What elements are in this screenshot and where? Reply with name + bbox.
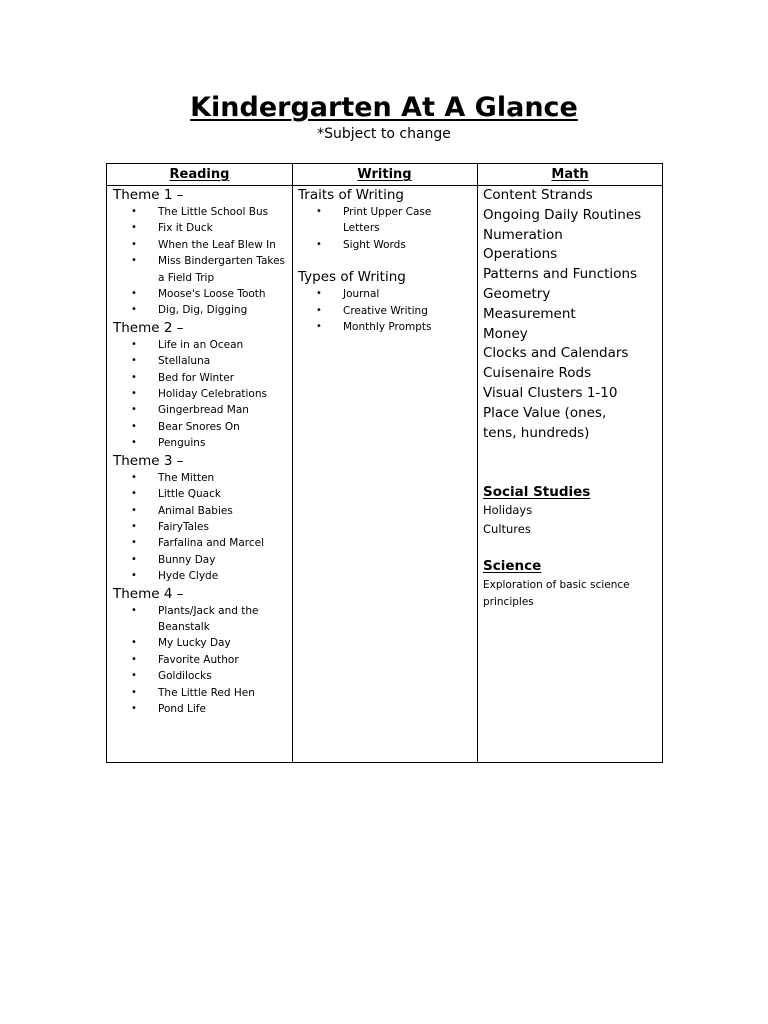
list-item: • The Mitten <box>107 470 291 486</box>
math-item: Money <box>483 325 528 342</box>
reading-theme <box>113 452 291 585</box>
list-item: • Print Upper Case Letters <box>292 204 442 237</box>
reading-theme <box>113 585 291 718</box>
math-item: Clocks and Calendars <box>483 345 629 362</box>
group-label: Traits of Writing <box>298 187 404 203</box>
math-item: Numeration <box>483 226 563 243</box>
math-item: Ongoing Daily Routines <box>483 206 642 223</box>
list-item: • Animal Babies <box>107 503 291 519</box>
social-studies-heading: Social Studies <box>483 484 591 501</box>
list-item: • Bear Snores On <box>107 419 291 435</box>
list-item: • Bed for Winter <box>107 370 291 386</box>
list-item: • My Lucky Day <box>107 635 291 651</box>
theme-label: Theme 2 – <box>113 319 184 336</box>
column-divider-1 <box>292 164 293 762</box>
math-item: Content Strands <box>483 187 593 203</box>
list-item: • Favorite Author <box>107 652 291 668</box>
math-cell <box>483 186 658 610</box>
math-item: Visual Clusters 1-10 <box>483 384 618 401</box>
list-item: • Moose's Loose Tooth <box>107 286 291 302</box>
social-studies-item: Holidays <box>483 503 533 518</box>
header-reading: Reading <box>169 167 230 182</box>
list-item: • Life in an Ocean <box>107 337 291 353</box>
list-item: • Monthly Prompts <box>292 319 476 335</box>
reading-theme <box>113 319 291 452</box>
writing-group <box>298 186 476 253</box>
list-item: • Penguins <box>107 435 291 451</box>
list-item: • Pond Life <box>107 701 291 717</box>
reading-cell <box>113 186 291 717</box>
header-math: Math <box>551 167 589 182</box>
column-divider-2 <box>477 164 478 762</box>
list-item: • Farfalina and Marcel <box>107 535 291 551</box>
list-item: • Hyde Clyde <box>107 568 291 584</box>
science-heading: Science <box>483 558 542 575</box>
list-item: • When the Leaf Blew In <box>107 237 291 253</box>
list-item: • Little Quack <box>107 486 291 502</box>
list-item: • Creative Writing <box>292 303 476 319</box>
list-item: • Sight Words <box>292 237 476 253</box>
header-writing: Writing <box>357 167 412 182</box>
list-item: • Miss Bindergarten Takes a Field Trip <box>107 253 291 286</box>
page-subtitle: *Subject to change <box>317 126 451 142</box>
list-item: • FairyTales <box>107 519 291 535</box>
social-studies-section <box>483 483 658 539</box>
reading-theme <box>113 186 291 319</box>
theme-label: Theme 1 – <box>113 187 184 203</box>
writing-cell <box>298 186 476 335</box>
math-item: Geometry <box>483 285 551 302</box>
math-item: Measurement <box>483 305 576 322</box>
list-item: • The Little School Bus <box>107 204 291 220</box>
theme-label: Theme 4 – <box>113 585 184 602</box>
writing-group <box>298 268 476 335</box>
list-item: • Dig, Dig, Digging <box>107 302 291 318</box>
science-item: Exploration of basic science principles <box>483 579 630 608</box>
group-label: Types of Writing <box>298 269 406 286</box>
science-section <box>483 557 658 610</box>
page-title: Kindergarten At A Glance <box>190 92 578 123</box>
list-item: • Journal <box>292 286 476 302</box>
list-item: • Gingerbread Man <box>107 402 291 418</box>
list-item: • Fix it Duck <box>107 220 291 236</box>
list-item: • Holiday Celebrations <box>107 386 291 402</box>
list-item: • Plants/Jack and the Beanstalk <box>107 603 291 636</box>
social-studies-item: Cultures <box>483 522 531 537</box>
math-item: Patterns and Functions <box>483 266 638 283</box>
list-item: • Goldilocks <box>107 668 291 684</box>
math-item: Operations <box>483 246 558 263</box>
math-item: Place Value (ones, tens, hundreds) <box>483 404 607 441</box>
curriculum-table <box>106 163 663 763</box>
list-item: • Stellaluna <box>107 353 291 369</box>
list-item: • Bunny Day <box>107 552 291 568</box>
theme-label: Theme 3 – <box>113 452 184 469</box>
math-item: Cuisenaire Rods <box>483 365 592 382</box>
list-item: • The Little Red Hen <box>107 685 291 701</box>
